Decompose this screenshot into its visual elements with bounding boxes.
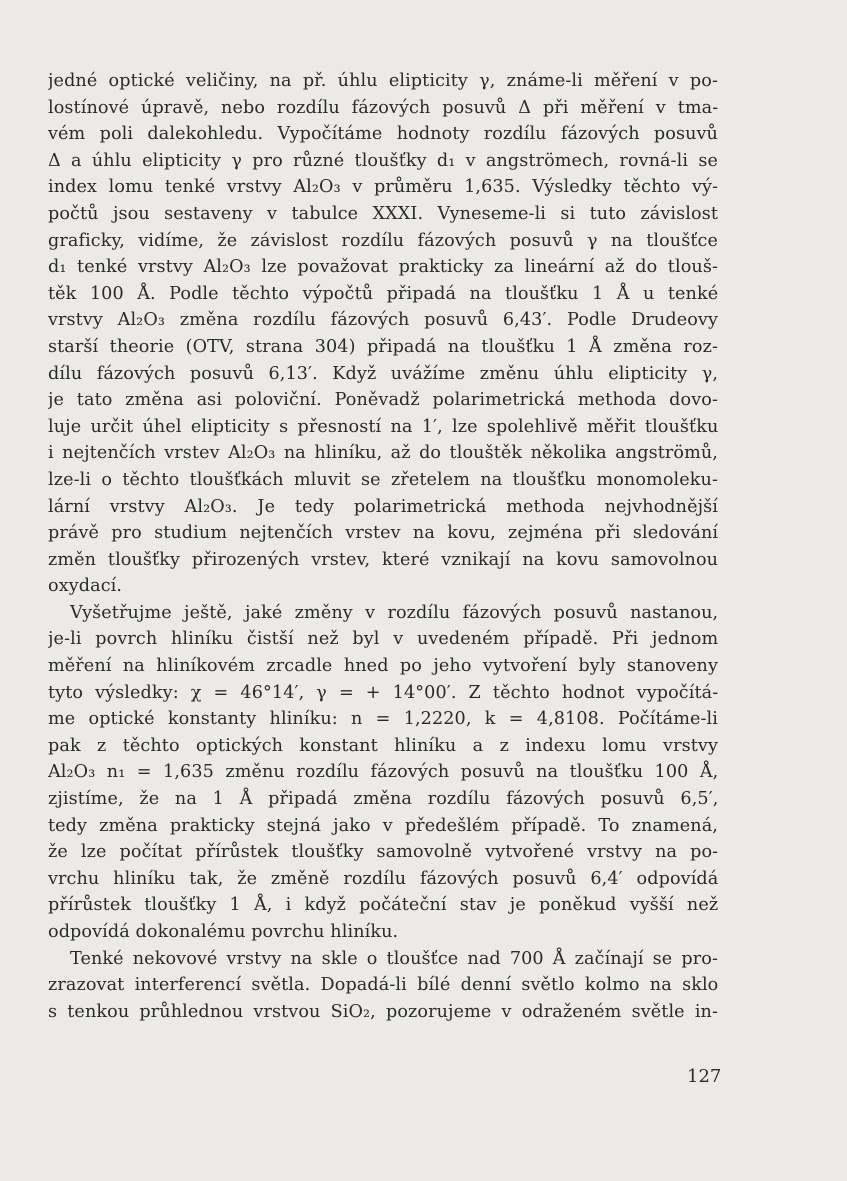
text-line: přírůstek tloušťky 1 Å, i když počáteční stav je poněkud vyšší než (48, 895, 718, 916)
text-line: starší theorie (OTV, strana 304) připadá na tloušťku 1 Å změna roz- (48, 336, 718, 357)
text-line: právě pro studium nejtenčích vrstev na kovu, zejména při sledování (48, 523, 718, 544)
text-line: Δ a úhlu elipticity γ pro různé tloušťky d₁ v angströmech, rovná-li se (48, 150, 718, 171)
text-line: Tenké nekovové vrstvy na skle o tloušťce nad 700 Å začínají se pro- (70, 948, 718, 969)
text-line: vrstvy Al₂O₃ změna rozdílu fázových posuvů 6,43′. Podle Drudeovy (48, 310, 718, 331)
text-line: odpovídá dokonalému povrchu hliníku. (48, 922, 399, 942)
text-line: měření na hliníkovém zrcadle hned po jeho vytvoření byly stanoveny (48, 656, 718, 677)
text-line: je-li povrch hliníku čistší než byl v uvedeném případě. Při jednom (48, 629, 718, 650)
text-line: zrazovat interferencí světla. Dopadá-li bílé denní světlo kolmo na sklo (48, 975, 718, 996)
text-line: s tenkou průhlednou vrstvou SiO₂, pozorujeme v odraženém světle in- (48, 1001, 718, 1022)
text-line: je tato změna asi poloviční. Poněvadž polarimetrická methoda dovo- (48, 390, 718, 411)
text-line: luje určit úhel elipticity s přesností na 1′, lze spolehlivě měřit tloušťku (48, 416, 718, 437)
text-line: index lomu tenké vrstvy Al₂O₃ v průměru 1,635. Výsledky těchto vý- (48, 177, 718, 198)
text-line: jedné optické veličiny, na př. úhlu elipticity γ, známe-li měření v po- (48, 71, 718, 91)
text-line: graficky, vidíme, že závislost rozdílu fázových posuvů γ na tloušťce (48, 230, 718, 251)
text-line: zjistíme, že na 1 Å připadá změna rozdílu fázových posuvů 6,5′, (48, 789, 718, 810)
text-line: lostínové úpravě, nebo rozdílu fázových posuvů Δ při měření v tma- (48, 97, 718, 118)
text-line: oxydací. (48, 576, 123, 597)
text-line: dílu fázových posuvů 6,13′. Když uvážíme změnu úhlu elipticity γ, (48, 363, 718, 384)
text-line: Al₂O₃ n₁ = 1,635 změnu rozdílu fázových posuvů na tloušťku 100 Å, (48, 762, 718, 783)
text-line: tedy změna prakticky stejná jako v předešlém případě. To znamená, (48, 815, 718, 836)
text-line: me optické konstanty hliníku: n = 1,2220, k = 4,8108. Počítáme-li (48, 709, 718, 730)
text-line: lze-li o těchto tloušťkách mluvit se zřetelem na tloušťku monomoleku- (48, 469, 718, 490)
text-line: tyto výsledky: χ = 46°14′, γ = + 14°00′. Z těchto hodnot vypočítá- (48, 682, 718, 703)
text-line: těk 100 Å. Podle těchto výpočtů připadá na tloušťku 1 Å u tenké (48, 283, 718, 304)
text-line: i nejtenčích vrstev Al₂O₃ na hliníku, až do tlouštěk několika angströmů, (48, 443, 718, 464)
text-line: pak z těchto optických konstant hliníku a z indexu lomu vrstvy (48, 735, 718, 756)
page-number: 127 (687, 1066, 722, 1087)
text-line: změn tloušťky přirozených vrstev, které vznikají na kovu samovolnou (48, 549, 718, 570)
text-line: vrchu hliníku tak, že změně rozdílu fázových posuvů 6,4′ odpovídá (48, 868, 718, 889)
text-line: počtů jsou sestaveny v tabulce XXXI. Vyneseme-li si tuto závislost (48, 203, 718, 224)
text-line: d₁ tenké vrstvy Al₂O₃ lze považovat prakticky za lineární až do tlouš- (48, 257, 718, 278)
text-line: Vyšetřujme ještě, jaké změny v rozdílu fázových posuvů nastanou, (70, 602, 718, 623)
text-line: lární vrstvy Al₂O₃. Je tedy polarimetrická methoda nejvhodnější (48, 496, 718, 517)
body-text (48, 68, 718, 1025)
text-line: že lze počítat přírůstek tloušťky samovolně vytvořené vrstvy na po- (48, 842, 718, 863)
text-line: vém poli dalekohledu. Vypočítáme hodnoty rozdílu fázových posuvů (48, 124, 718, 145)
